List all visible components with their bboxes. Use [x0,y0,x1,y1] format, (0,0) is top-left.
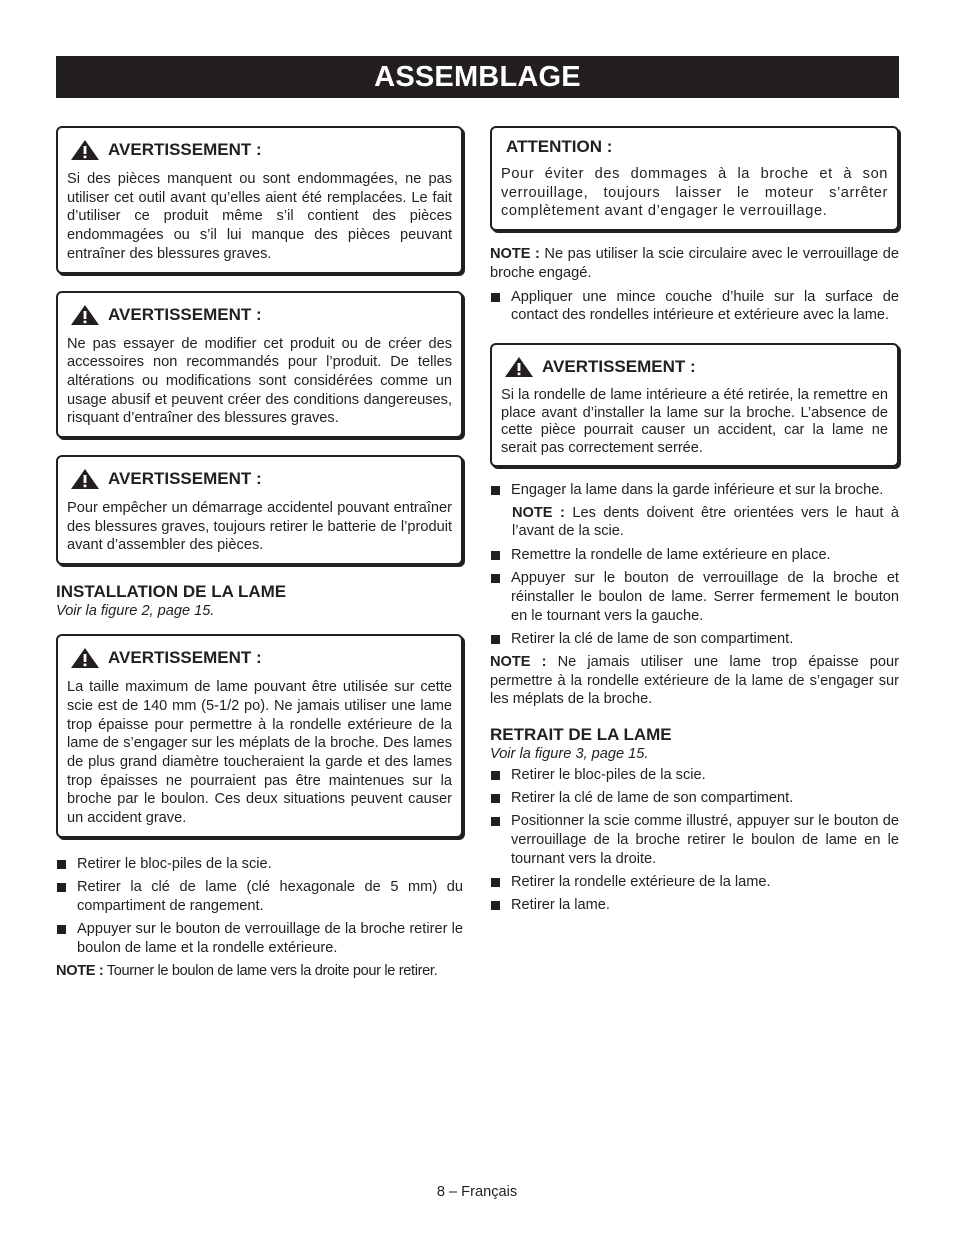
warning-box-accidental-start [56,455,463,565]
square-bullet-icon [57,883,66,892]
list-item: Appuyer sur le bouton de verrouillage de la broche et réinstaller le boulon de lame. Serrer fermement le bouton en le tournant vers la gauche. [490,569,899,625]
page-title: ASSEMBLAGE [56,56,899,98]
warning-text: Si la rondelle de lame intérieure a été retirée, la remettre en place avant d’installer la lame sur la broche. L’absence de cette pièce pourrait causer un accident, car la lame ne serait pas correctement serrée. [501,386,888,456]
square-bullet-icon [491,878,500,887]
note-spindle-lock: NOTE : Ne pas utiliser la scie circulaire avec le verrouillage de broche engagé. [490,246,899,281]
list-item: Retirer le bloc-piles de la scie. [56,855,463,874]
engage-step [490,481,899,500]
square-bullet-icon [491,635,500,644]
warning-triangle-icon [70,468,100,490]
list-item: Engager la lame dans la garde inférieure et sur la broche. [490,481,899,500]
note-blade-thickness: NOTE : Ne jamais utiliser une lame trop épaisse pour permettre à la rondelle extérieure de la lame de s’engager sur les méplats de la broche. [490,653,899,708]
section-title-retrait: RETRAIT DE LA LAME [490,725,672,745]
list-item: Retirer la clé de lame de son compartiment. [490,630,899,649]
attention-title: ATTENTION : [506,137,613,156]
right-column [490,126,899,919]
list-item: Retirer le bloc-piles de la scie. [490,766,899,785]
warning-triangle-icon [504,356,534,378]
reinstall-steps [490,546,899,649]
warning-title: AVERTISSEMENT : [542,356,696,376]
warning-text: Pour empêcher un démarrage accidentel pouvant entraîner des blessures graves, toujours retirer le batterie de l’produit avant d’assembler des pièces. [67,500,452,554]
installation-steps [56,855,463,958]
warning-title: AVERTISSEMENT : [108,648,262,668]
warning-text: La taille maximum de lame pouvant être utilisée sur cette scie est de 140 mm (5-1/2 po). Ne jamais utiliser une lame trop épaisse pour permettre à la rondelle extérieure de la lame de s’engager sur les méplats de la broche. Des lames de plus grand diamètre toucheraient la garde et des lames trop épaisses ne pourraient pas être maintenues sur la broche par le boulon. Ces deux situations peuvent causer un accident grave. [67,679,452,827]
figure-reference: Voir la figure 2, page 15. [56,603,215,620]
warning-box-inner-washer [490,343,899,467]
square-bullet-icon [491,551,500,560]
warning-box-modifications [56,291,463,439]
warning-triangle-icon [70,304,100,326]
warning-triangle-icon [70,647,100,669]
list-item: Positionner la scie comme illustré, appuyer sur le bouton de verrouillage de la broche retirer le boulon de lame en le tournant vers la droite. [490,812,899,868]
warning-text: Ne pas essayer de modifier cet produit ou de créer des accessoires non recommandés pour l’produit. De telles altérations ou modifications sont considérées comme un usage abusif et peuvent créer des conditions dangereuses, risquant d’entraîner des blessures graves. [67,335,452,427]
section-title-installation: INSTALLATION DE LA LAME [56,582,287,602]
list-item: Appuyer sur le bouton de verrouillage de la broche retirer le boulon de lame et la rondelle extérieure. [56,920,463,957]
square-bullet-icon [491,293,500,302]
list-item: Remettre la rondelle de lame extérieure en place. [490,546,899,565]
list-item: Retirer la clé de lame (clé hexagonale de 5 mm) du compartiment de rangement. [56,878,463,915]
square-bullet-icon [491,486,500,495]
oil-step [490,288,899,325]
warning-box-blade-size [56,634,463,838]
warning-title: AVERTISSEMENT : [108,140,262,159]
square-bullet-icon [491,574,500,583]
attention-text: Pour éviter des dommages à la broche et à son verrouillage, toujours laisser le moteur s’arrêter complètement avant d’engager le verrouillage. [501,166,888,220]
page-footer: 8 – Français [436,1184,518,1200]
warning-title: AVERTISSEMENT : [108,304,262,324]
square-bullet-icon [491,771,500,780]
left-column [56,126,463,985]
warning-box-missing-parts [56,126,463,274]
square-bullet-icon [57,925,66,934]
note-teeth-orientation: NOTE : Les dents doivent être orientées vers le haut à l’avant de la scie. [512,504,899,540]
list-item: Retirer la lame. [490,896,899,915]
warning-text: Si des pièces manquent ou sont endommagées, ne pas utiliser cet outil avant qu’elles aient été remplacées. Le fait d’utiliser ce produit même s’il contient des pièces endommagées ou s’il lui manque des pièces peuvant entraîner des blessures graves. [67,171,452,262]
warning-triangle-icon [70,139,100,161]
square-bullet-icon [491,794,500,803]
square-bullet-icon [491,901,500,910]
attention-box [490,126,899,231]
list-item: Retirer la rondelle extérieure de la lame. [490,873,899,892]
note-turn-bolt: NOTE : Tourner le boulon de lame vers la droite pour le retirer. [56,962,438,979]
list-item: Appliquer une mince couche d’huile sur la surface de contact des rondelles intérieure et extérieure avec la lame. [490,288,899,325]
square-bullet-icon [57,860,66,869]
square-bullet-icon [491,817,500,826]
list-item: Retirer la clé de lame de son compartiment. [490,789,899,808]
figure-reference: Voir la figure 3, page 15. [490,746,649,763]
warning-title: AVERTISSEMENT : [108,469,262,489]
removal-steps [490,766,899,915]
